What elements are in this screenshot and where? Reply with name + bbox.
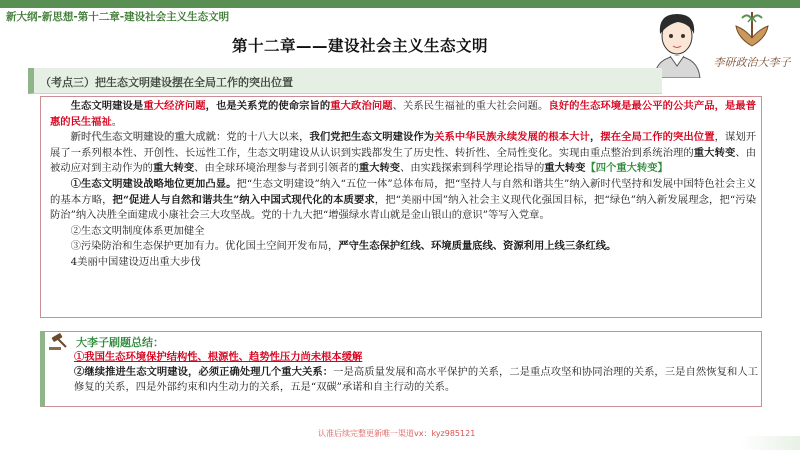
decorative-corner [740, 436, 800, 450]
watermark-text: 认准后续完整更新唯一渠道vx：kyz985121 [318, 429, 476, 438]
paragraph-3: ①生态文明建设战略地位更加凸显。把“生态文明建设”纳入“五位一体”总体布局，把“坚持人与自然和谐共生”纳入新时代坚持和发展中国特色社会主义的基本方略，把“促进人与自然和谐共生”纳入中国式现代化的本质要求，把“美丽中国”纳入社会主义现代化强国目标，把“绿色”纳入新发展理念，把“污染防治”纳入决胜全面建成小康社会三大攻坚战。党的十九大把“增强绿水青山就是金山银山的意识”等写入党章。 [50, 177, 756, 222]
paragraph-5: ③污染防治和生态保护更加有力。优化国土空间开发布局，严守生态保护红线、环境质量底线、资源利用上线三条红线。 [70, 240, 617, 253]
paragraph-6: 4美丽中国建设迈出重大步伐 [70, 255, 201, 268]
svg-text:李研政治大李子: 李研政治大李子 [713, 56, 791, 69]
content-text [50, 99, 756, 271]
summary-line-1: ①我国生态环境保护结构性、根源性、趋势性压力尚未根本缓解 [74, 351, 363, 363]
summary-line-2: ②继续推进生态文明建设，必须正确处理几个重大关系：一是高质量发展和高水平保护的关系，二是重点攻坚和协同治理的关系，三是自然恢复和人工修复的关系，四是外部约束和内生动力的关系，五是“双碳”承诺和自主行动的关系。 [74, 366, 759, 394]
section-title: （考点三）把生态文明建设摆在全局工作的突出位置 [40, 76, 293, 89]
paragraph-4: ②生态文明制度体系更加健全 [70, 224, 205, 237]
chapter-title: 第十二章——建设社会主义生态文明 [232, 37, 489, 55]
gavel-icon [48, 333, 70, 351]
summary-title: 大李子刷题总结： [76, 336, 164, 349]
brand-logo-icon [708, 8, 796, 74]
breadcrumb: 新大纲-新思想-第十二章-建设社会主义生态文明 [6, 11, 230, 23]
paragraph-1: 生态文明建设是重大经济问题，也是关系党的使命宗旨的重大政治问题、关系民生福祉的重大社会问题。良好的生态环境是最公平的公共产品，是最普惠的民生福祉。 [50, 100, 757, 128]
summary-text [74, 350, 758, 396]
paragraph-2: 新时代生态文明建设的重大成就：党的十八大以来，我们党把生态文明建设作为关系中华民族永续发展的根本大计，摆在全局工作的突出位置，谋划开展了一系列根本性、开创性、长远性工作，生态文明建设从认识到实践都发生了历史性、转折性、全局性变化。实现由重点整治到系统治理的重大转变、由被动应对到主动作为的重大转变、由全球环境治理参与者到引领者的重大转变、由实践探索到科学理论指导的重大转变【四个重大转变】 [50, 131, 757, 175]
